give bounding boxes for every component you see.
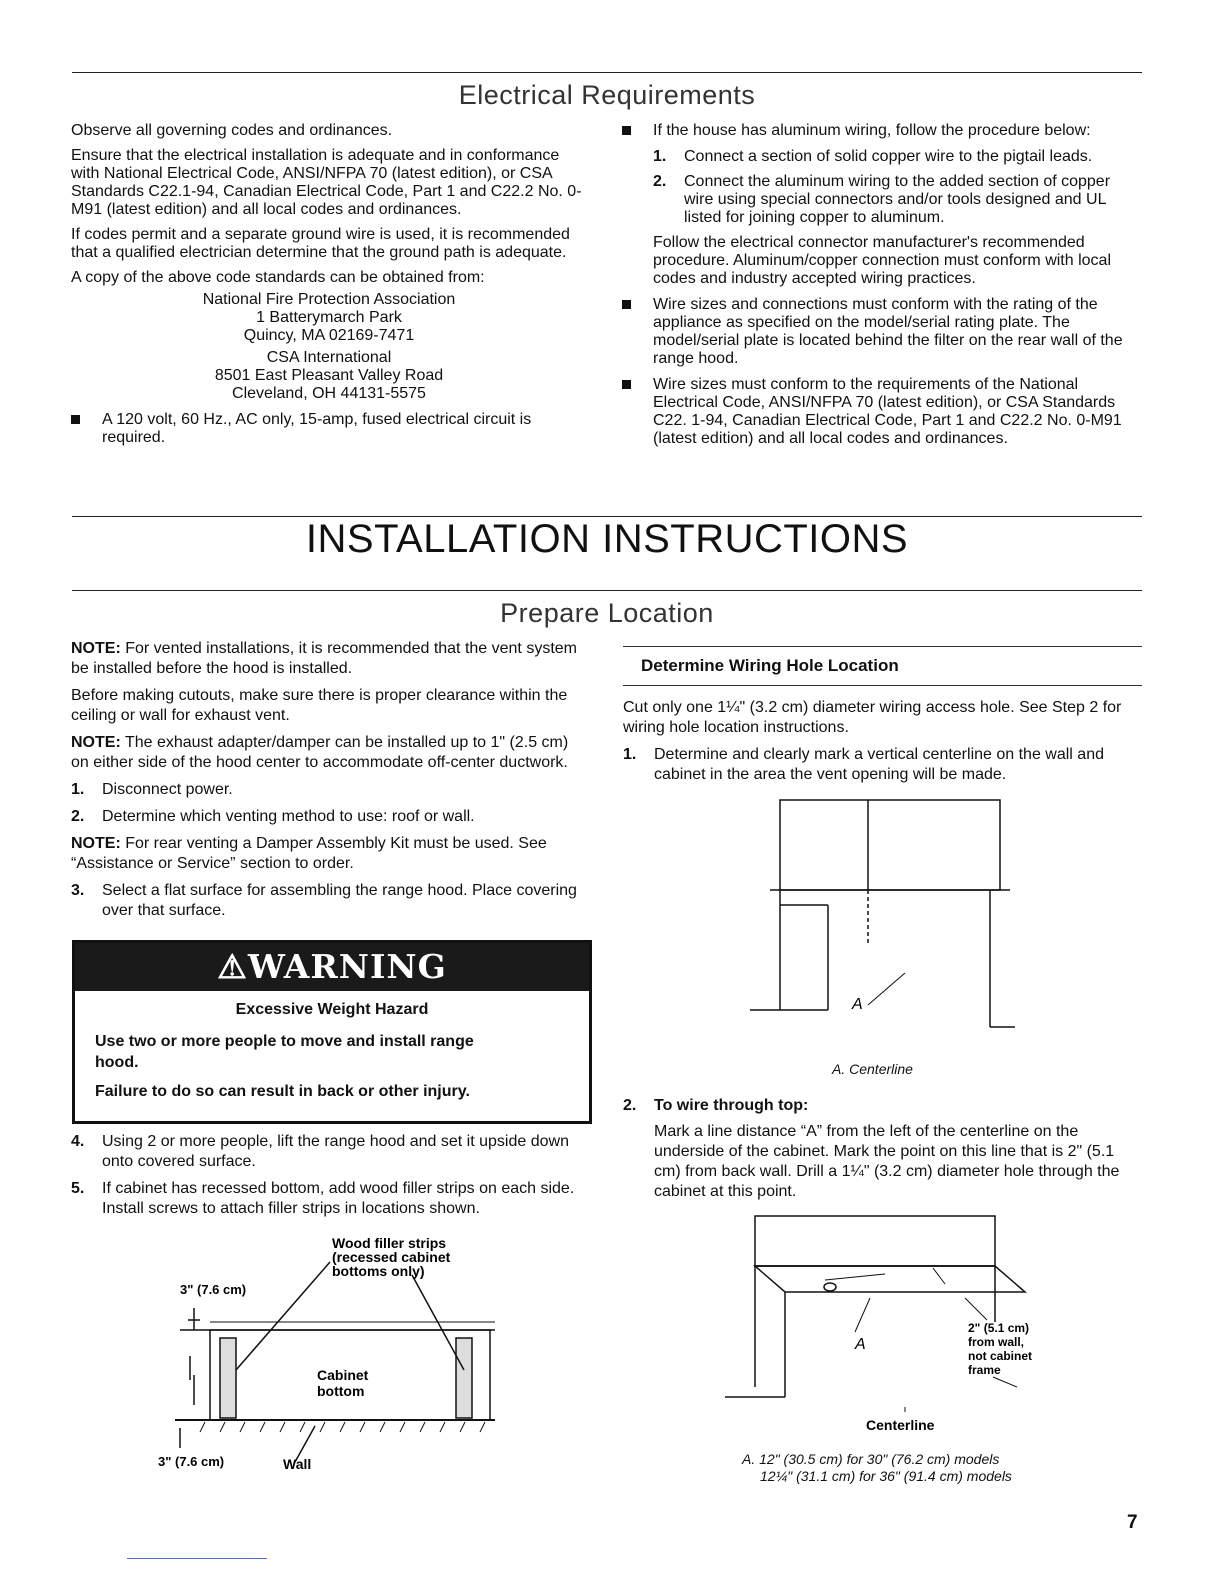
prepare-step-1: 1. Disconnect power.: [71, 781, 233, 798]
warning-triangle-icon: ⚠: [217, 947, 248, 986]
step-text: Using 2 or more people, lift the range hood and set it upside down onto covered surface.: [102, 1133, 569, 1170]
hatch: [480, 1422, 485, 1432]
frame-pointer: [993, 1377, 1017, 1387]
electrical-p1: Observe all governing codes and ordinances.: [71, 122, 393, 139]
electrical-bullet-circuit: [71, 411, 591, 447]
note-label: NOTE:: [71, 734, 121, 751]
electrical-bullet-nec: [622, 376, 1142, 448]
step-text: Connect a section of solid copper wire to the pigtail leads.: [684, 148, 1093, 165]
prepare-step-4: 4. Using 2 or more people, lift the range hood and set it upside down onto covered surface.: [71, 1133, 569, 1170]
hatch: [200, 1422, 205, 1432]
nfpa-line: 1 Batterymarch Park: [256, 309, 402, 326]
warning-hazard-title: Excessive Weight Hazard: [235, 1001, 429, 1018]
filler-label: Wood filler strips: [332, 1235, 447, 1251]
centerline-figure: [740, 795, 1030, 1035]
prepare-left-steps-4-5: [71, 1132, 589, 1226]
warning-line-2: Failure to do so can result in back or other injury.: [95, 1083, 470, 1100]
fig2-dim: 2" (5.1 cm): [968, 1321, 1030, 1335]
footer-link-line: [127, 1558, 267, 1559]
cabinet-underside: [755, 1266, 1025, 1292]
hatch: [340, 1422, 345, 1432]
bullet-square-icon: [622, 300, 631, 309]
hatch: [460, 1422, 465, 1432]
hatch: [280, 1422, 285, 1432]
hatch: [380, 1422, 385, 1432]
filler-label: bottoms only): [332, 1263, 425, 1279]
step-2-text: Mark a line distance “A” from the left of the centerline on the underside of the cabinet. Mark the point on this line that is 2" (5.1 cm) from back wall. Drill a 1¼" (3.2 cm) diameter hole through the cabinet at this point.: [654, 1123, 1120, 1200]
bullet-text: Wire sizes and connections must conform with the rating of the appliance as specified on the model/serial rating plate. The model/serial plate is located behind the filter on the rear wall of the range hood.: [653, 296, 1123, 367]
hatch: [440, 1422, 445, 1432]
bullet-text: Wire sizes must conform to the requirements of the National Electrical Code, ANSI/NFPA 70 (latest edition), or CSA Standards C22. 1-94, Canadian Electrical Code, Part 1 and C22.2 No. 0-M91 (latest edition) and all local codes and ordinances.: [653, 376, 1122, 447]
bullet-square-icon: [622, 380, 631, 389]
wiring-step-2-block: [623, 1096, 1143, 1209]
electrical-bullet-wire-sizes: [622, 296, 1142, 368]
step-text: Connect the aluminum wiring to the added section of copper wire using special connectors and/or tools designed and UL listed for joining copper to aluminum.: [684, 173, 1111, 226]
note-adapter: [71, 733, 589, 773]
fig2-caption: [742, 1451, 1012, 1485]
pointer-arrow-2: [965, 1298, 987, 1320]
electrical-p2: Ensure that the electrical installation is adequate and in conformance with National Electrical Code, ANSI/NFPA 70 (latest edition), or CSA Standards C22.1-94, Canadian Electrical Code, Part 1 and C22.2 No. 0-M91 (latest edition) and all local codes and ordinances.: [71, 147, 582, 218]
fig2-dim: from wall,: [968, 1335, 1025, 1349]
prepare-step-5: 5. If cabinet has recessed bottom, add wood filler strips on each side. Install screws to attach filler strips in locations shown.: [71, 1180, 575, 1217]
aluminum-step-2: 2. Connect the aluminum wiring to the added section of copper wire using special connectors and/or tools designed and UL listed for joining copper to aluminum.: [653, 173, 1111, 226]
upper-cabinet: [780, 800, 1000, 890]
dim-top-label: 3" (7.6 cm): [180, 1282, 247, 1297]
wall-label: Wall: [283, 1456, 312, 1472]
pointer-arrow: [933, 1268, 945, 1284]
electrical-p4: A copy of the above code standards can be obtained from:: [71, 269, 485, 286]
step-text: If cabinet has recessed bottom, add wood filler strips on each side. Install screws to attach filler strips in locations shown.: [102, 1180, 575, 1217]
distance-a-arrow: [825, 1274, 885, 1280]
electrical-right-column: [622, 122, 1142, 456]
prepare-left-column: [71, 639, 589, 928]
install-bottom-rule: [72, 590, 1142, 591]
csa-line: CSA International: [266, 349, 392, 366]
fig2-dim: frame: [968, 1363, 1001, 1377]
aluminum-step-1: 1. Connect a section of solid copper wire to the pigtail leads.: [653, 148, 1093, 165]
install-title: INSTALLATION INSTRUCTIONS: [305, 517, 909, 561]
bullet-square-icon: [622, 126, 631, 135]
warning-header: [75, 943, 589, 991]
warning-box: [72, 940, 592, 1124]
step-text: Select a flat surface for assembling the range hood. Place covering over that surface.: [102, 882, 577, 919]
step-2-title: To wire through top:: [654, 1097, 809, 1114]
upper-cabinet: [755, 1216, 995, 1266]
note-text: The exhaust adapter/damper can be installed up to 1" (2.5 cm) on either side of the hood center to accommodate off-center ductwork.: [71, 734, 569, 771]
wire-through-top-figure: [725, 1212, 1065, 1442]
step-text: Disconnect power.: [102, 781, 233, 798]
hatch: [400, 1422, 405, 1432]
bullet-text: A 120 volt, 60 Hz., AC only, 15-amp, fused electrical circuit is required.: [102, 411, 532, 446]
warning-body: [75, 991, 589, 1111]
fig2-caption-line: A. 12" (30.5 cm) for 30" (76.2 cm) models: [742, 1451, 1000, 1467]
filler-strips-figure: [150, 1230, 510, 1480]
wiring-intro: Cut only one 1¼" (3.2 cm) diameter wiring access hole. See Step 2 for wiring hole location instructions.: [623, 699, 1122, 736]
filler-label: (recessed cabinet: [332, 1249, 451, 1265]
hatch: [300, 1422, 305, 1432]
bullet-text: If the house has aluminum wiring, follow the procedure below:: [653, 122, 1091, 139]
electrical-p3: If codes permit and a separate ground wire is used, it is recommended that a qualified electrician determine that the ground path is adequate.: [71, 226, 570, 261]
note-rear-venting: [71, 834, 589, 874]
left-filler-strip: [220, 1338, 236, 1418]
nfpa-line: National Fire Protection Association: [202, 291, 456, 308]
csa-address: [71, 349, 587, 403]
electrical-bullet-aluminum: [622, 122, 1142, 288]
note-label: NOTE:: [71, 640, 121, 657]
electrical-left-column: [71, 122, 591, 455]
drill-hole: [824, 1283, 836, 1291]
nfpa-line: Quincy, MA 02169-7471: [243, 327, 415, 344]
prepare-step-2: 2. Determine which venting method to use: roof or wall.: [71, 808, 475, 825]
top-rule: [72, 72, 1142, 73]
warning-line-1: Use two or more people to move and install range hood.: [95, 1033, 474, 1071]
fig2-dim: not cabinet: [968, 1349, 1033, 1363]
fig2-centerline-label: Centerline: [866, 1417, 935, 1433]
step-text: Determine and clearly mark a vertical centerline on the wall and cabinet in the area the vent opening will be made.: [654, 746, 1104, 783]
prepare-step-3: 3. Select a flat surface for assembling the range hood. Place covering over that surface.: [71, 882, 577, 919]
note-text: For vented installations, it is recommended that the vent system be installed before the hood is installed.: [71, 640, 577, 677]
bullet-square-icon: [71, 415, 80, 424]
hatch: [320, 1422, 325, 1432]
csa-line: 8501 East Pleasant Valley Road: [214, 367, 444, 384]
wiring-step-1: 1. Determine and clearly mark a vertical centerline on the wall and cabinet in the area the vent opening will be made.: [623, 746, 1104, 783]
step-text: Determine which venting method to use: roof or wall.: [102, 808, 475, 825]
cabinet-label: Cabinet: [317, 1367, 369, 1383]
electrical-title: Electrical Requirements: [458, 80, 756, 110]
wiring-hole-subhead-text: Determine Wiring Hole Location: [641, 656, 899, 675]
dim-bottom-label: 3" (7.6 cm): [158, 1454, 225, 1469]
nfpa-address: [71, 291, 587, 345]
hatch: [360, 1422, 365, 1432]
fig2-label-a: A: [855, 1336, 866, 1353]
note-vented: [71, 639, 589, 679]
fig1-caption: A. Centerline: [832, 1061, 913, 1077]
hatch: [220, 1422, 225, 1432]
wiring-step-2: 2. To wire through top: Mark a line distance “A” from the left of the centerline on the underside of the cabinet. Mark the point on this line that is 2" (5.1 cm) from back wall. Drill a 1¼" (3.2 cm) diameter hole through the cabinet at this point.: [623, 1096, 1143, 1202]
hatch: [420, 1422, 425, 1432]
hatch: [260, 1422, 265, 1432]
warning-header-text: WARNING: [247, 947, 447, 986]
fig2-caption-line: 12¼" (31.1 cm) for 36" (91.4 cm) models: [760, 1468, 1012, 1484]
wiring-hole-subhead: [623, 646, 1142, 686]
note-text: For rear venting a Damper Assembly Kit must be used. See “Assistance or Service” section to order.: [71, 835, 547, 872]
leader-a: [855, 1298, 870, 1332]
note-label: NOTE:: [71, 835, 121, 852]
clearance-text: Before making cutouts, make sure there is proper clearance within the ceiling or wall for exhaust vent.: [71, 687, 568, 724]
leader-a: [868, 973, 905, 1005]
aluminum-follow-text: Follow the electrical connector manufacturer's recommended procedure. Aluminum/copper connection must conform with local codes and industry accepted wiring practices.: [653, 234, 1111, 287]
hatch: [240, 1422, 245, 1432]
page-number: 7: [1127, 1512, 1138, 1533]
leader-left-strip: [236, 1262, 330, 1370]
fig1-label-a: A: [852, 996, 863, 1013]
prepare-location-title: Prepare Location: [500, 598, 714, 628]
cabinet-label: bottom: [317, 1383, 365, 1399]
wiring-right-column: [623, 698, 1143, 792]
right-filler-strip: [456, 1338, 472, 1418]
csa-line: Cleveland, OH 44131-5575: [232, 385, 426, 402]
